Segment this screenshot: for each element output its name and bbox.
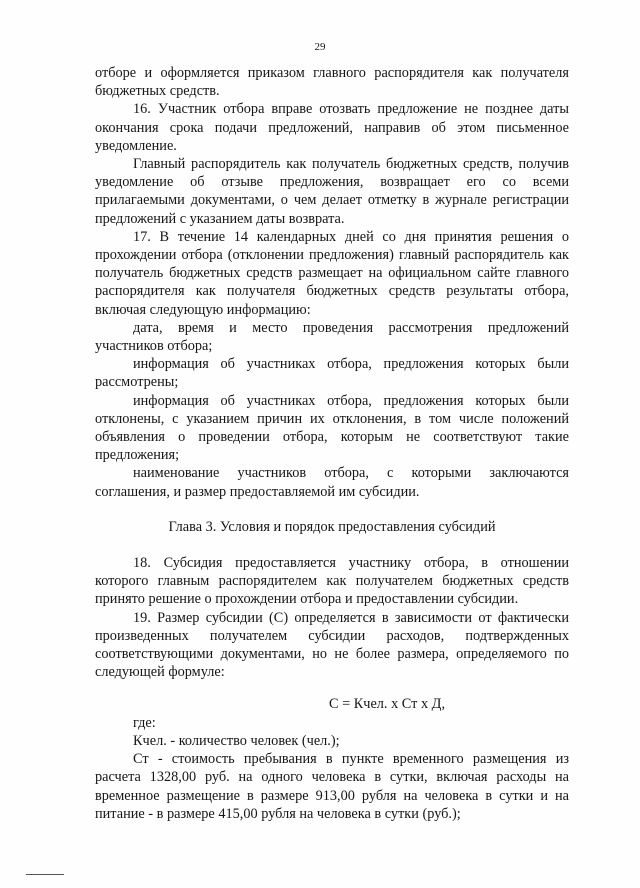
formula-where: где:: [133, 714, 156, 731]
list-item-rejected: информация об участниках отбора, предложения которых были отклонены, с указанием причин их отклонения, в том числе положений объявления о проведении отбора, которым не соответствуют такие предложения;: [95, 392, 569, 464]
footer-rule: [26, 874, 64, 875]
paragraph-continuation: отборе и оформляется приказом главного распорядителя как получателя бюджетных средств.: [95, 65, 569, 100]
paragraph-18: 18. Субсидия предоставляется участнику отбора, в отношении которого главным распорядителем как получателем бюджетных средств принято решение о прохождении отбора и предоставлении субсидии.: [95, 555, 569, 608]
chapter-heading: Глава 3. Условия и порядок предоставления субсидий: [168, 518, 496, 535]
document-body: [95, 64, 569, 823]
paragraph-16: 16. Участник отбора вправе отозвать предложение не позднее даты окончания срока подачи предложений, направив об этом письменное уведомление.: [95, 101, 569, 154]
paragraph-19: 19. Размер субсидии (С) определяется в зависимости от фактически произведенных получателем субсидии расходов, подтвержденных соответствующими документами, но не более размера, определяемого по следующей формуле:: [95, 609, 569, 681]
formula-kchel-definition: Кчел. - количество человек (чел.);: [133, 732, 340, 749]
list-item-agreements: наименование участников отбора, с которыми заключаются соглашения, и размер предоставляемой им субсидии.: [95, 465, 569, 500]
page-number: 29: [314, 41, 326, 53]
paragraph-16-notice: Главный распорядитель как получатель бюджетных средств, получив уведомление об отзыве предложения, возвращает его со всеми прилагаемыми документами, о чем делает отметку в журнале регистрации предложений с указанием даты возврата.: [95, 156, 569, 227]
formula-st-definition: Ст - стоимость пребывания в пункте временного размещения из расчета 1328,00 руб. на одного человека в сутки, включая расходы на временное размещение в размере 913,00 рубля на человека в сутки и на питание - в размере 415,00 рубля на человека в сутки (руб.);: [95, 751, 569, 822]
paragraph-17: 17. В течение 14 календарных дней со дня принятия решения о прохождении отбора (отклонении предложения) главный распорядитель как получатель бюджетных средств размещает на официальном сайте главного распорядителя как получателя бюджетных средств результаты отбора, включая следующую информацию:: [95, 228, 569, 318]
list-item-reviewed: информация об участниках отбора, предложения которых были рассмотрены;: [95, 356, 569, 391]
subsidy-formula: С = Кчел. х Ст х Д,: [328, 695, 446, 712]
list-item-date-place: дата, время и место проведения рассмотрения предложений участников отбора;: [95, 319, 569, 355]
